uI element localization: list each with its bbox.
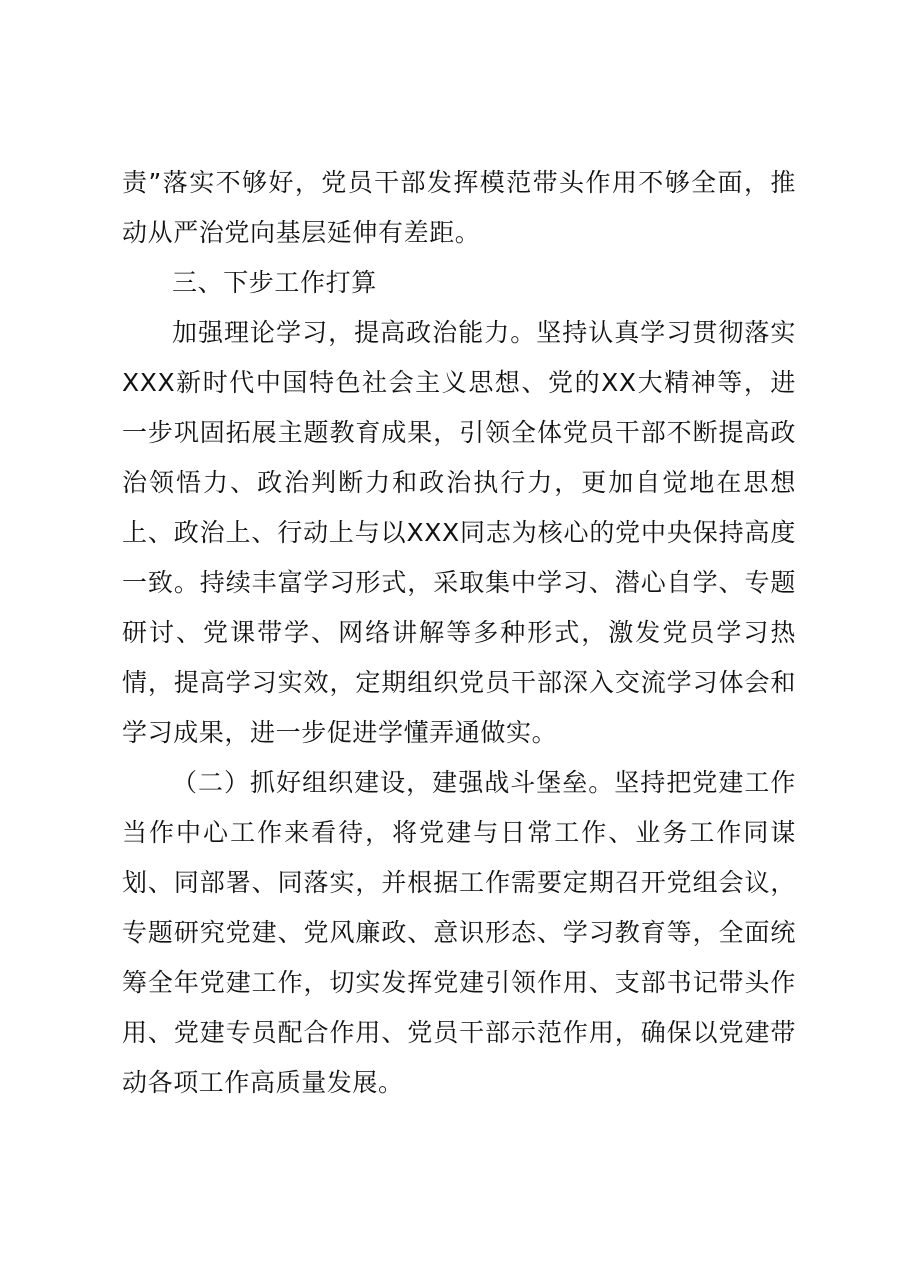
continuation-paragraph: 责”落实不够好，党员干部发挥模范带头作用不够全面，推动从严治党向基层延伸有差距。 xyxy=(122,168,796,247)
paragraph-theory-study: 加强理论学习，提高政治能力。坚持认真学习贯彻落实XXX新时代中国特色社会主义思想、党的XX大精神等，进一步巩固拓展主题教育成果，引领全体党员干部不断提高政治领悟力、政治判断力和政治执行力，更加自觉地在思想上、政治上、行动上与以XXX同志为核心的党中央保持高度一致。持续丰富学习形式，采取集中学习、潜心自学、专题研讨、党课带学、网络讲解等多种形式，激发党员学习热情，提高学习实效，定期组织党员干部深入交流学习体会和学习成果，进一步促进学懂弄通做实。 xyxy=(122,318,796,747)
paragraph-organization-building: （二）抓好组织建设，建强战斗堡垒。坚持把党建工作当作中心工作来看待，将党建与日常工作、业务工作同谋划、同部署、同落实，并根据工作需要定期召开党组会议，专题研究党建、党风廉政、意识形态、学习教育等，全面统筹全年党建工作，切实发挥党建引领作用、支部书记带头作用、党建专员配合作用、党员干部示范作用，确保以党建带动各项工作高质量发展。 xyxy=(122,768,796,1097)
document-body xyxy=(122,158,796,1108)
section-heading: 三、下步工作打算 xyxy=(172,268,377,297)
